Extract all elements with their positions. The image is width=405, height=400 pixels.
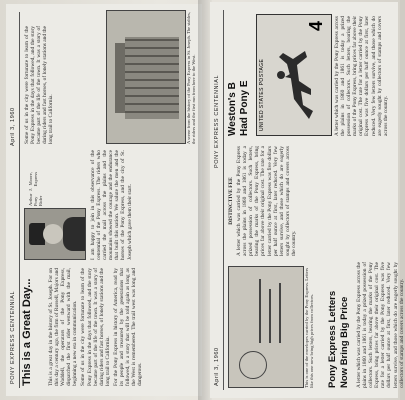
envelope-postmark [239, 351, 267, 379]
pony-express-envelope [228, 266, 304, 388]
right-body-column-3: A letter which was carried by the Pony Express across the plains in 1860 and 1861 is today a prized possession of collectors. Such letters, bearing the marks of the Pony Express, bring prices far above their original cost. The rate for a letter carried by the Pony Express was five dollars per half ounce at first, later reduced. Very few letters survive, and those which do are eagerly sought by collectors of stamps and covers across the country. [334, 16, 389, 136]
left-column-1 [48, 268, 196, 386]
portrait-coat [63, 217, 85, 251]
horse-and-rider-icon [269, 29, 319, 129]
right-body-paragraph: A letter which was carried by the Pony Express across the plains in 1860 and 1861 is today a prized possession of collectors. Such letters, bearing the marks of the Pony Express, bring prices far above their original cost. The rate for a letter carried by the Pony Express was five dollars per half ounce at first, later reduced. Very few letters survive, and those which do are eagerly sought by collectors of stamps and covers across the country. [236, 146, 297, 256]
left-headline: This is a Great Day... [21, 278, 33, 386]
top-right-headline-line-1: Weston's B [227, 82, 238, 136]
stamp-label: UNITED STATES POSTAGE [259, 58, 265, 131]
envelope-address-line-2 [269, 289, 271, 343]
envelope-caption: This is one of the envelopes carried by the Pony Express. Letters like this one now bring high prices from collectors. [304, 268, 315, 388]
building-photo [106, 10, 186, 144]
right-headline-line-1: Pony Express Letters [327, 290, 338, 388]
left-column-2: I am happy to join in this observance of the centennial of the Pony Express. The riders who carried the mail across the plains and the mountains showed the courage and the endurance that built this nation. We salute the men and the horses of the Pony Express, and the city of St. Joseph which gave them their start. [90, 150, 133, 260]
envelope-address-line-1 [259, 279, 261, 343]
right-running-head: PONY EXPRESS CENTENNIAL [214, 74, 220, 168]
portrait-face [43, 224, 63, 244]
left-date: April 3, 1960 [10, 107, 16, 146]
left-lead-paragraph-3: For the Pony Express in history of America, read by its people and treasured by the generations that followed, is a story that will be told again as long as the West is remembered. The trail west was long and dangerous. [112, 268, 144, 386]
portrait-photo [24, 208, 86, 260]
right-headline-line-2: Now Bring Big Price [339, 296, 350, 388]
building-roof [115, 43, 125, 113]
left-lead-paragraph-2: Some of us in the city were fortunate to learn of the Pony Express in the days that followed, and the story became part of the life of the town. It was a story of daring riders and fast horses, of lonely stations and the long trail to California. [80, 268, 111, 386]
right-body-column-2 [228, 146, 396, 256]
envelope-address-line-3 [279, 283, 281, 343]
left-column-3: Some of us in the city were fortunate to learn of the Pony Express in the days that followed, and the story became part of the life of the town. It was a story of daring riders and fast horses, of lonely stations and the long trail to California. [24, 26, 55, 144]
building-caption: A scene from the history of the Pony Express in St. Joseph. The stables, the riders and the first run from here to the West. [186, 12, 197, 144]
right-body-column-1: A letter which was carried by the Pony Express across the plains in 1860 and 1861 is today a prized possession of collectors. Such letters, bearing the marks of the Pony Express, bring prices far above their original cost. The rate for a letter carried by the Pony Express was five dollars per half ounce at first, later reduced. Very few letters survive, and those which do are eagerly sought by collectors of stamps and covers across the country. [356, 262, 405, 388]
portrait-caption: Arthur J. Moore, Pony Express Rider [28, 172, 44, 206]
stamp-value: 4 [306, 21, 326, 32]
section-label: DISTINCTIVE FEE [228, 177, 234, 225]
left-page [6, 4, 202, 396]
right-header-rule [223, 10, 224, 390]
building-facade [125, 37, 179, 119]
right-date: April 3, 1960 [214, 347, 220, 386]
right-page [210, 2, 405, 398]
left-running-head: PONY EXPRESS CENTENNIAL [10, 290, 16, 384]
top-right-headline-line-2: Had Pony E [239, 80, 250, 136]
left-lead-paragraph-1: This is a great day in the history of St. Joseph. For on this day a century ago, the firm of Russell, Majors and Waddell, the operators of the Pony Express, dispatched the first rider westward with the mail, beginning a new era in communication. [48, 268, 79, 386]
postage-stamp [256, 14, 332, 136]
left-header-rule [19, 12, 20, 388]
